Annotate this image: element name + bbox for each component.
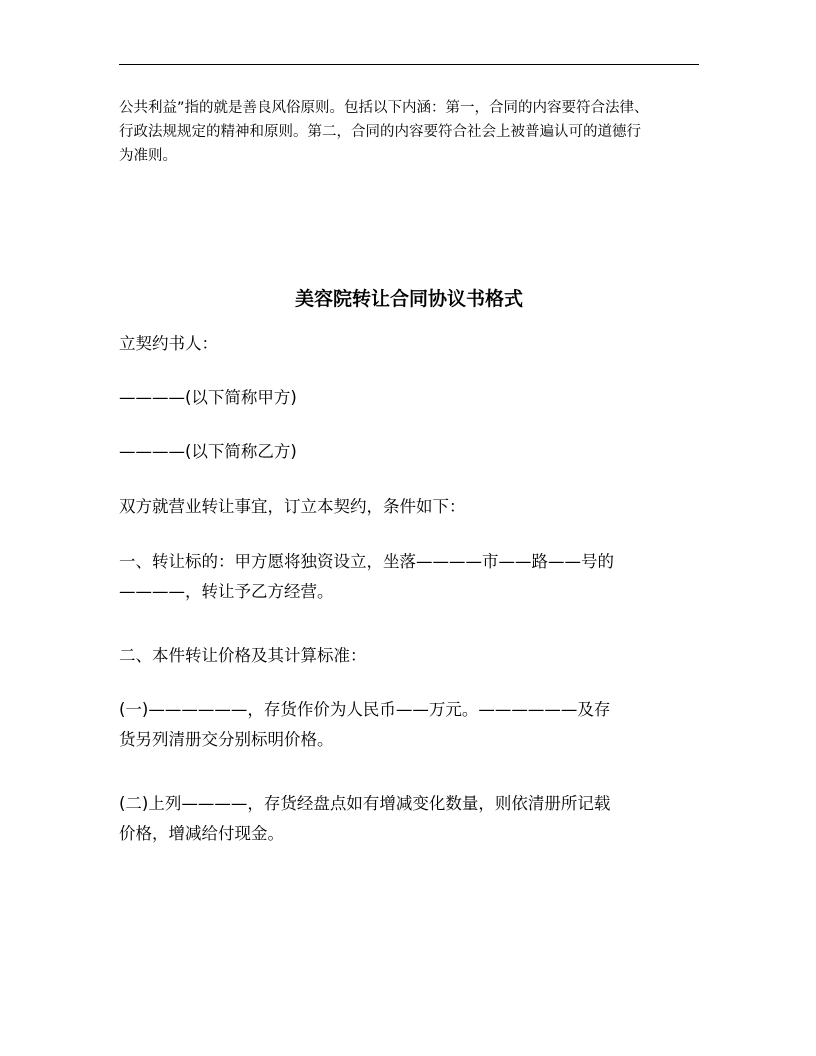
header-rule: [119, 64, 699, 65]
document-title: 美容院转让合同协议书格式: [294, 288, 523, 310]
clause-line: 价格，增减给付现金。: [119, 824, 284, 843]
clause-line: 货另列清册交分别标明价格。: [119, 730, 334, 749]
clause-price-heading: 二、本件转让价格及其计算标准：: [119, 646, 367, 665]
parties-heading: 立契约书人：: [119, 334, 218, 353]
clause-price-item-2: [119, 789, 689, 849]
party-a-line: ————(以下简称甲方): [119, 388, 297, 407]
clause-line: 一、转让标的：甲方愿将独资设立，坐落————市——路——号的: [119, 552, 614, 571]
intro-line: 公共利益”指的就是善良风俗原则。包括以下内涵：第一，合同的内容要符合法律、: [119, 100, 649, 116]
clause-line: ————，转让予乙方经营。: [119, 582, 334, 601]
party-b-line: ————(以下简称乙方): [119, 442, 297, 461]
intro-line: 行政法规规定的精神和原则。第二，合同的内容要符合社会上被普遍认可的道德行: [119, 124, 641, 140]
intro-line: 为准则。: [119, 148, 177, 164]
clause-line: (一)——————，存货作价为人民币——万元。——————及存: [119, 700, 611, 719]
agreement-intro: 双方就营业转让事宜，订立本契约，条件如下：: [119, 497, 466, 516]
clause-transfer-subject: [119, 547, 689, 607]
intro-paragraph: [119, 96, 699, 168]
clause-price-item-1: [119, 695, 689, 755]
clause-line: (二)上列————，存货经盘点如有增减变化数量，则依清册所记载: [119, 794, 611, 813]
